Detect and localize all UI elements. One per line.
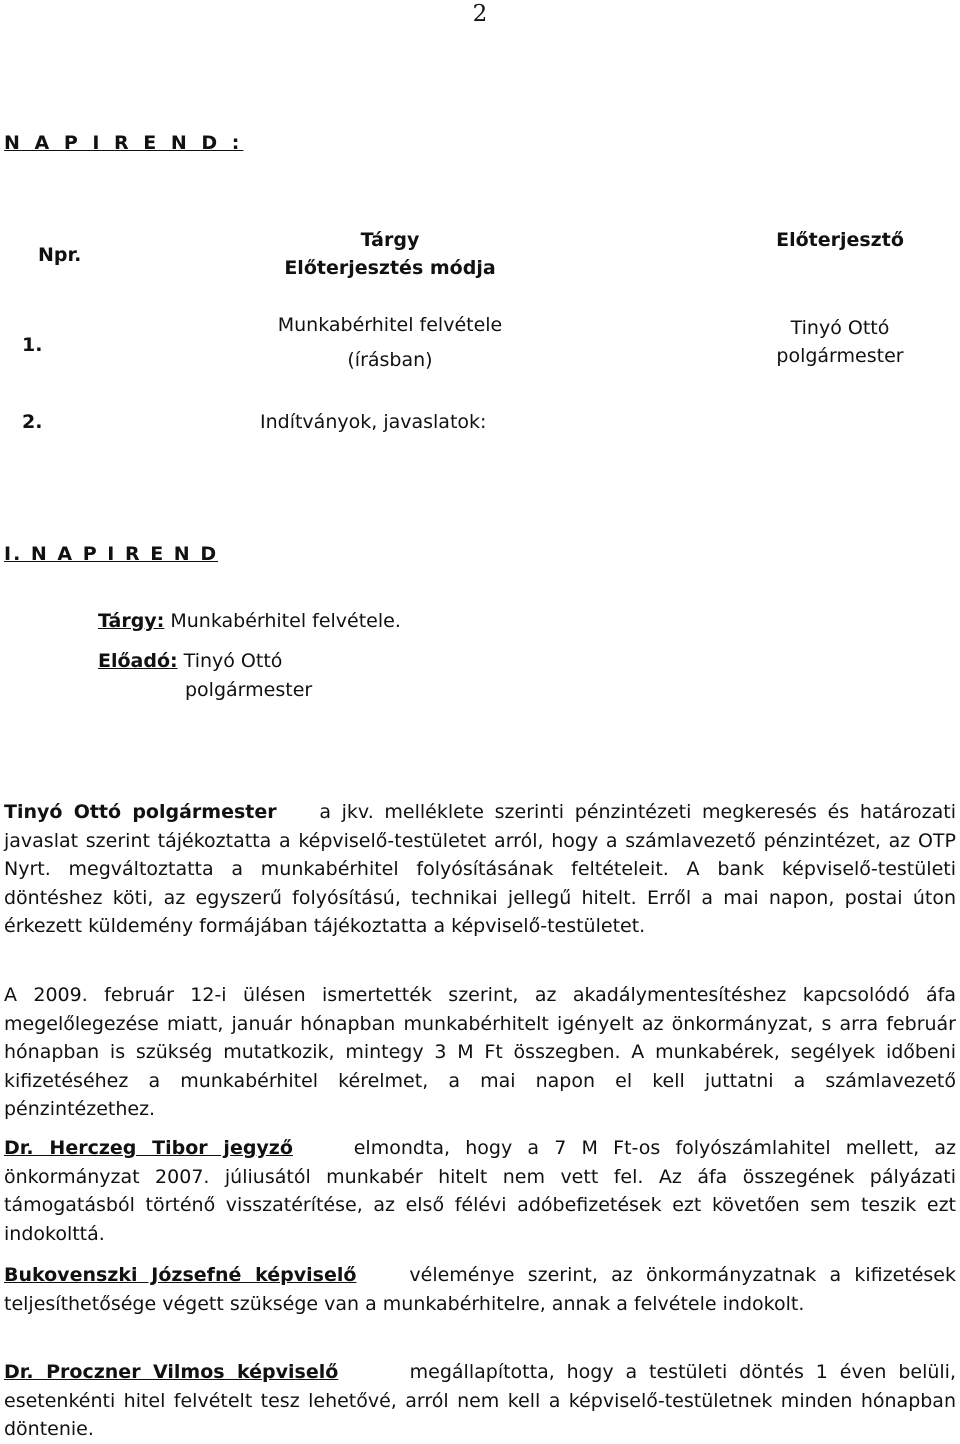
- agenda-item-subject: Munkabérhitel felvétele: [277, 314, 503, 336]
- speaker-name: Tinyó Ottó: [183, 650, 283, 672]
- agenda-item-subject: Indítványok, javaslatok:: [260, 411, 487, 433]
- agenda-heading: N A P I R E N D :: [4, 132, 244, 154]
- agenda-item-presenter-role: polgármester: [776, 345, 904, 367]
- subject-label: Tárgy:: [98, 610, 165, 632]
- agenda-header-subject: Tárgy: [360, 229, 420, 251]
- speaker-name: Tinyó Ottó polgármester: [4, 801, 277, 823]
- agenda-header-method: Előterjesztés módja: [284, 257, 496, 279]
- agenda-header-npr: Npr.: [38, 244, 82, 266]
- speaker-name: Dr. Proczner Vilmos képviselő: [4, 1361, 339, 1383]
- agenda-item-number: 1.: [22, 334, 43, 356]
- agenda-item-method: (írásban): [347, 349, 433, 371]
- speaker-name: Bukovenszki Józsefné képviselő: [4, 1264, 357, 1286]
- minutes-paragraph: [4, 1261, 956, 1318]
- agenda-header-presenter: Előterjesztő: [776, 229, 904, 251]
- paragraph-text: megállapította, hogy a testületi döntés 1 éven belüli, esetenkénti hitel felvételt tesz lehetővé, arról nem kell a képviselő-testületnek minden hónapban döntenie.: [4, 1361, 956, 1440]
- minutes-paragraph: [4, 798, 956, 941]
- paragraph-text: A 2009. február 12-i ülésen ismertették szerint, az akadálymentesítéshez kapcsolódó áfa megelőlegezése miatt, január hónapban munkabérhitelt igényelt az önkormányzat, s arra február hónapban is szükség mutatkozik, mintegy 3 M Ft összegben. A munkabérek, segélyek időbeni kifizetéséhez a munkabérhitel kérelmet, a mai napon el kell juttatni a számlavezető pénzintézethez.: [4, 984, 956, 1120]
- subject-line: [98, 607, 401, 635]
- minutes-paragraph: [4, 981, 956, 1124]
- agenda-item-presenter-name: Tinyó Ottó: [790, 317, 890, 339]
- speaker-name: Dr. Herczeg Tibor jegyző: [4, 1137, 293, 1159]
- speaker-role: polgármester: [185, 679, 313, 701]
- paragraph-text: elmondta, hogy a 7 M Ft-os folyószámlahitel mellett, az önkormányzat 2007. júliusától munkabér hitelt nem vett fel. Az áfa összegének pályázati támogatásból történő visszatérítése, az első félévi adóbefizetések ezt követően sem teszik ezt indokolttá.: [4, 1137, 956, 1245]
- page-number: 2: [472, 1, 488, 27]
- paragraph-text: a jkv. melléklete szerinti pénzintézeti megkeresés és határozati javaslat szerint tájékoztatta a képviselő-testületet arról, hogy a számlavezető pénzintézet, az OTP Nyrt. megváltoztatta a munkabérhitel folyósításának feltételeit. A bank képviselő-testületi döntéshez köti, az egyszerű folyósítású, technikai jellegű hitelt. Erről a mai napon, postai úton érkezett küldemény formájában tájékoztatta a képviselő-testületet.: [4, 801, 956, 937]
- minutes-paragraph: [4, 1358, 956, 1444]
- paragraph-text: véleménye szerint, az önkormányzatnak a kifizetések teljesíthetősége végett szüksége van a munkabérhitelre, annak a felvétele indokolt.: [4, 1264, 956, 1315]
- agenda-item-number: 2.: [22, 411, 43, 433]
- section-heading: I. N A P I R E N D: [4, 543, 219, 565]
- speaker-line: [98, 647, 282, 675]
- minutes-paragraph: [4, 1134, 956, 1248]
- speaker-label: Előadó:: [98, 650, 178, 672]
- subject-value: Munkabérhitel felvétele.: [170, 610, 401, 632]
